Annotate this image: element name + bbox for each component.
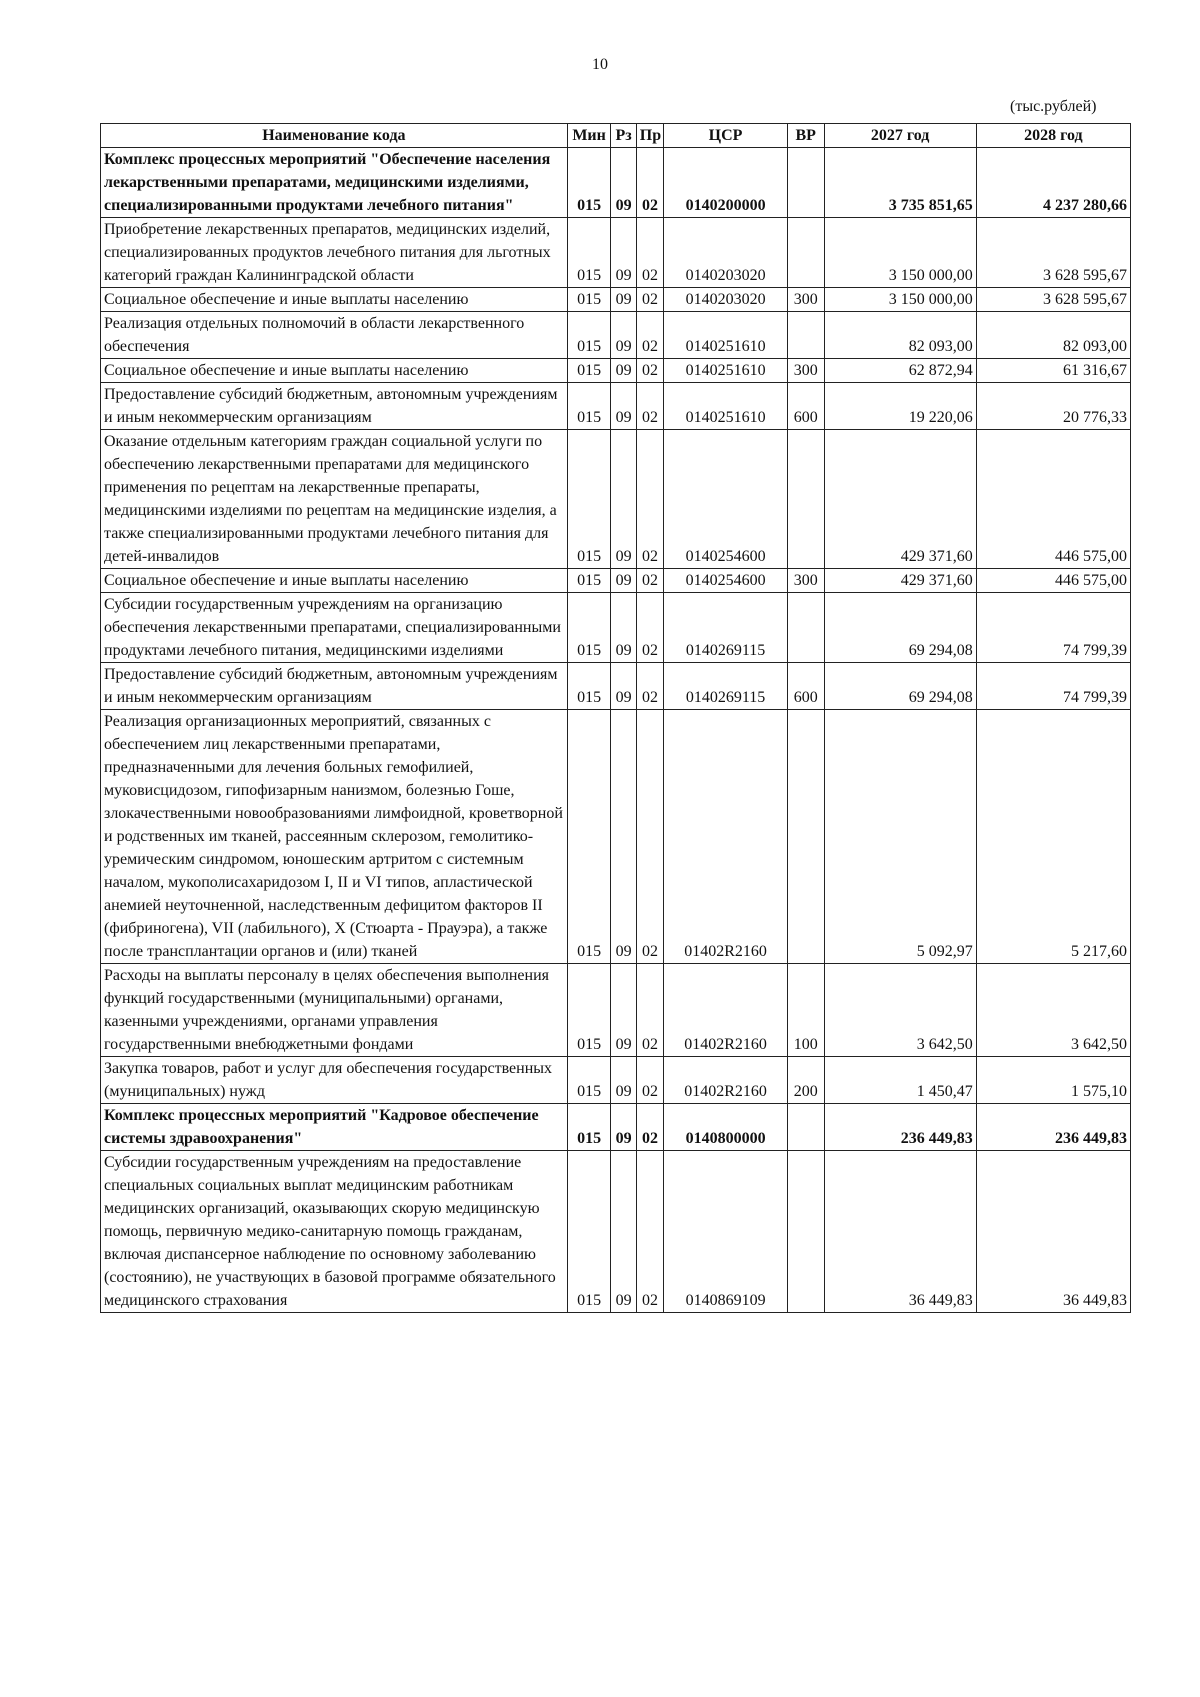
cell-name: Социальное обеспечение и иные выплаты населению (101, 288, 568, 312)
cell-min: 015 (567, 663, 611, 710)
cell-2027: 3 642,50 (824, 964, 976, 1057)
cell-csr: 0140251610 (664, 383, 788, 430)
table-row (101, 569, 1131, 593)
cell-2028: 74 799,39 (976, 593, 1130, 663)
cell-min: 015 (567, 148, 611, 218)
cell-rz: 09 (611, 1151, 636, 1313)
cell-rz: 09 (611, 383, 636, 430)
header-rz: Рз (611, 124, 636, 148)
cell-min: 015 (567, 964, 611, 1057)
cell-csr: 0140800000 (664, 1104, 788, 1151)
table-row (101, 288, 1131, 312)
cell-pr: 02 (636, 1057, 663, 1104)
cell-csr: 01402R2160 (664, 1057, 788, 1104)
cell-2027: 69 294,08 (824, 593, 976, 663)
cell-min: 015 (567, 288, 611, 312)
cell-rz: 09 (611, 218, 636, 288)
cell-2028: 446 575,00 (976, 569, 1130, 593)
cell-rz: 09 (611, 1104, 636, 1151)
cell-vr: 100 (787, 964, 824, 1057)
header-csr: ЦСР (664, 124, 788, 148)
cell-name: Предоставление субсидий бюджетным, автономным учреждениям и иным некоммерческим организациям (101, 383, 568, 430)
cell-csr: 0140203020 (664, 288, 788, 312)
cell-2027: 5 092,97 (824, 710, 976, 964)
table-row (101, 312, 1131, 359)
cell-vr (787, 710, 824, 964)
table-row (101, 1151, 1131, 1313)
table-row (101, 218, 1131, 288)
cell-2028: 4 237 280,66 (976, 148, 1130, 218)
cell-pr: 02 (636, 1104, 663, 1151)
cell-vr (787, 430, 824, 569)
cell-vr (787, 1104, 824, 1151)
table-row (101, 383, 1131, 430)
cell-2027: 82 093,00 (824, 312, 976, 359)
cell-min: 015 (567, 593, 611, 663)
cell-min: 015 (567, 569, 611, 593)
table-row (101, 663, 1131, 710)
cell-2028: 61 316,67 (976, 359, 1130, 383)
cell-rz: 09 (611, 148, 636, 218)
cell-2028: 20 776,33 (976, 383, 1130, 430)
cell-2027: 429 371,60 (824, 569, 976, 593)
cell-2027: 69 294,08 (824, 663, 976, 710)
cell-vr (787, 312, 824, 359)
cell-min: 015 (567, 218, 611, 288)
cell-pr: 02 (636, 593, 663, 663)
cell-csr: 01402R2160 (664, 710, 788, 964)
cell-rz: 09 (611, 663, 636, 710)
cell-min: 015 (567, 359, 611, 383)
page-number: 10 (592, 56, 608, 73)
cell-pr: 02 (636, 218, 663, 288)
cell-name: Оказание отдельным категориям граждан социальной услуги по обеспечению лекарственными препаратами для медицинского применения по рецептам на лекарственные препараты, медицинскими изделиями по рецептам на медицинские изделия, а также специализированными продуктами лечебного питания для детей-инвалидов (101, 430, 568, 569)
cell-pr: 02 (636, 964, 663, 1057)
cell-2027: 36 449,83 (824, 1151, 976, 1313)
cell-name: Комплекс процессных мероприятий "Обеспечение населения лекарственными препаратами, медицинскими изделиями, специализированными продуктами лечебного питания" (101, 148, 568, 218)
table-row (101, 430, 1131, 569)
cell-csr: 0140251610 (664, 359, 788, 383)
cell-rz: 09 (611, 359, 636, 383)
cell-vr (787, 1151, 824, 1313)
cell-csr: 0140203020 (664, 218, 788, 288)
cell-name: Расходы на выплаты персоналу в целях обеспечения выполнения функций государственными (муниципальными) органами, казенными учреждениями, органами управления государственными внебюджетными фондами (101, 964, 568, 1057)
table-row (101, 359, 1131, 383)
cell-2027: 62 872,94 (824, 359, 976, 383)
table-body (101, 148, 1131, 1313)
table-row-section (101, 148, 1131, 218)
cell-rz: 09 (611, 288, 636, 312)
cell-2028: 446 575,00 (976, 430, 1130, 569)
cell-min: 015 (567, 1057, 611, 1104)
cell-2027: 236 449,83 (824, 1104, 976, 1151)
cell-2027: 3 150 000,00 (824, 288, 976, 312)
cell-vr (787, 593, 824, 663)
cell-name: Субсидии государственным учреждениям на организацию обеспечения лекарственными препаратами, специализированными продуктами лечебного питания, медицинскими изделиями (101, 593, 568, 663)
units-label: (тыс.рублей) (1010, 98, 1097, 115)
cell-2027: 19 220,06 (824, 383, 976, 430)
header-pr: Пр (636, 124, 663, 148)
cell-vr: 600 (787, 383, 824, 430)
cell-pr: 02 (636, 663, 663, 710)
table-row (101, 710, 1131, 964)
cell-pr: 02 (636, 710, 663, 964)
cell-vr: 200 (787, 1057, 824, 1104)
cell-2028: 82 093,00 (976, 312, 1130, 359)
header-vr: ВР (787, 124, 824, 148)
cell-pr: 02 (636, 383, 663, 430)
cell-name: Субсидии государственным учреждениям на предоставление специальных социальных выплат медицинским работникам медицинских организаций, оказывающих скорую медицинскую помощь, первичную медико-санитарную помощь гражданам, включая диспансерное наблюдение по основному заболеванию (состоянию), не участвующих в базовой программе обязательного медицинского страхования (101, 1151, 568, 1313)
table-row (101, 593, 1131, 663)
header-2027: 2027 год (824, 124, 976, 148)
cell-name: Реализация отдельных полномочий в области лекарственного обеспечения (101, 312, 568, 359)
header-2028: 2028 год (976, 124, 1130, 148)
cell-csr: 0140251610 (664, 312, 788, 359)
table-row (101, 964, 1131, 1057)
cell-name: Комплекс процессных мероприятий "Кадровое обеспечение системы здравоохранения" (101, 1104, 568, 1151)
cell-csr: 0140269115 (664, 663, 788, 710)
cell-min: 015 (567, 383, 611, 430)
cell-2027: 429 371,60 (824, 430, 976, 569)
cell-name: Реализация организационных мероприятий, связанных с обеспечением лиц лекарственными препаратами, предназначенными для лечения больных гемофилией, муковисцидозом, гипофизарным нанизмом, болезнью Гоше, злокачественными новообразованиями лимфоидной, кроветворной и родственных им тканей, рассеянным склерозом, гемолитико-уремическим синдромом, юношеским артритом с системным началом, мукополисахаридозом I, II и VI типов, апластической анемией неуточненной, наследственным дефицитом факторов II (фибриногена), VII (лабильного), X (Стюарта - Прауэра), а также после трансплантации органов и (или) тканей (101, 710, 568, 964)
cell-rz: 09 (611, 312, 636, 359)
cell-min: 015 (567, 1151, 611, 1313)
cell-min: 015 (567, 1104, 611, 1151)
table-header-row (101, 124, 1131, 148)
cell-csr: 0140254600 (664, 569, 788, 593)
cell-csr: 0140200000 (664, 148, 788, 218)
cell-rz: 09 (611, 430, 636, 569)
cell-rz: 09 (611, 1057, 636, 1104)
cell-2027: 1 450,47 (824, 1057, 976, 1104)
cell-2028: 36 449,83 (976, 1151, 1130, 1313)
table-row-section (101, 1104, 1131, 1151)
cell-vr: 300 (787, 288, 824, 312)
cell-pr: 02 (636, 312, 663, 359)
cell-pr: 02 (636, 359, 663, 383)
cell-rz: 09 (611, 569, 636, 593)
cell-rz: 09 (611, 593, 636, 663)
cell-name: Социальное обеспечение и иные выплаты населению (101, 569, 568, 593)
cell-pr: 02 (636, 1151, 663, 1313)
cell-rz: 09 (611, 964, 636, 1057)
cell-pr: 02 (636, 430, 663, 569)
cell-2027: 3 735 851,65 (824, 148, 976, 218)
cell-csr: 0140269115 (664, 593, 788, 663)
cell-rz: 09 (611, 710, 636, 964)
cell-min: 015 (567, 312, 611, 359)
budget-table-container (100, 123, 1131, 1313)
cell-csr: 0140869109 (664, 1151, 788, 1313)
cell-pr: 02 (636, 148, 663, 218)
cell-vr: 300 (787, 569, 824, 593)
cell-name: Социальное обеспечение и иные выплаты населению (101, 359, 568, 383)
cell-csr: 0140254600 (664, 430, 788, 569)
cell-name: Предоставление субсидий бюджетным, автономным учреждениям и иным некоммерческим организациям (101, 663, 568, 710)
cell-name: Закупка товаров, работ и услуг для обеспечения государственных (муниципальных) нужд (101, 1057, 568, 1104)
cell-pr: 02 (636, 569, 663, 593)
cell-csr: 01402R2160 (664, 964, 788, 1057)
cell-vr: 600 (787, 663, 824, 710)
table-row (101, 1057, 1131, 1104)
cell-vr (787, 148, 824, 218)
header-name: Наименование кода (101, 124, 568, 148)
header-min: Мин (567, 124, 611, 148)
cell-2028: 5 217,60 (976, 710, 1130, 964)
cell-2028: 236 449,83 (976, 1104, 1130, 1151)
cell-pr: 02 (636, 288, 663, 312)
cell-2028: 1 575,10 (976, 1057, 1130, 1104)
cell-name: Приобретение лекарственных препаратов, медицинских изделий, специализированных продуктов лечебного питания для льготных категорий граждан Калининградской области (101, 218, 568, 288)
cell-2028: 74 799,39 (976, 663, 1130, 710)
cell-vr: 300 (787, 359, 824, 383)
cell-2027: 3 150 000,00 (824, 218, 976, 288)
cell-vr (787, 218, 824, 288)
cell-2028: 3 628 595,67 (976, 288, 1130, 312)
cell-min: 015 (567, 710, 611, 964)
cell-2028: 3 642,50 (976, 964, 1130, 1057)
cell-2028: 3 628 595,67 (976, 218, 1130, 288)
budget-table (100, 123, 1131, 1313)
cell-min: 015 (567, 430, 611, 569)
